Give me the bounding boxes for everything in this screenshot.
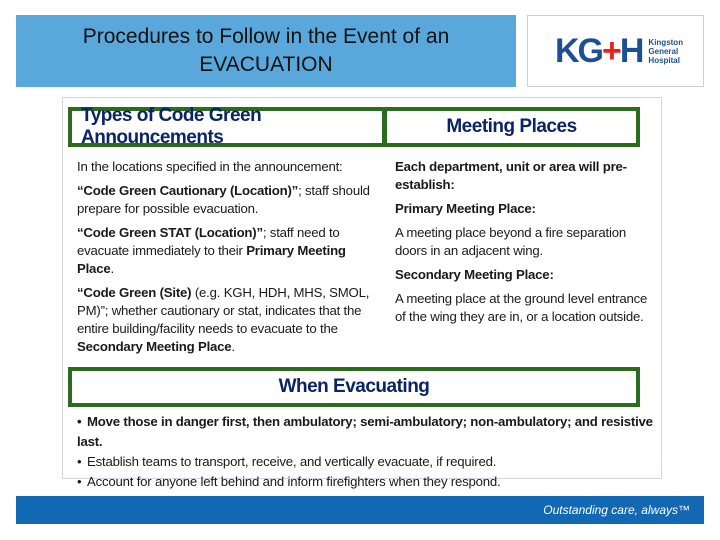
cautionary-code: “Code Green Cautionary (Location)” bbox=[77, 183, 299, 198]
step-text: Establish teams to transport, receive, and vertically evacuate, if required. bbox=[87, 454, 497, 469]
list-item bbox=[77, 452, 667, 472]
types-header: Types of Code Green Announcements bbox=[68, 107, 386, 147]
procedure-content bbox=[62, 97, 662, 489]
list-item bbox=[77, 472, 667, 492]
announcement-cautionary bbox=[77, 182, 377, 218]
announcement-stat bbox=[77, 224, 377, 278]
title-banner bbox=[16, 15, 516, 87]
cautionary-desc: ; staff should prepare for possible evacuation. bbox=[77, 183, 370, 216]
step-text: Move those in danger first, then ambulatory; semi-ambulatory; non-ambulatory; and resistive last. bbox=[77, 414, 653, 449]
footer-bar bbox=[16, 496, 704, 524]
footer-tagline: Outstanding care, always™ bbox=[543, 503, 690, 517]
stat-end: . bbox=[110, 261, 114, 276]
primary-heading: Primary Meeting Place: bbox=[395, 201, 536, 216]
primary-text: A meeting place beyond a fire separation doors in an adjacent wing. bbox=[395, 225, 626, 258]
logo-mark bbox=[555, 34, 642, 68]
page-title: Procedures to Follow in the Event of an EVACUATION bbox=[82, 25, 450, 76]
announcement-types-column bbox=[77, 158, 377, 362]
logo-mark-end: H bbox=[619, 32, 643, 70]
evacuation-steps bbox=[77, 412, 667, 492]
announcement-site bbox=[77, 284, 377, 356]
secondary-heading: Secondary Meeting Place: bbox=[395, 267, 554, 282]
list-item bbox=[77, 412, 667, 452]
step-text: Account for anyone left behind and inform firefighters when they respond. bbox=[87, 474, 501, 489]
announcement-intro: In the locations specified in the announcement: bbox=[77, 159, 343, 174]
site-place: Secondary Meeting Place bbox=[77, 339, 232, 354]
site-desc: (e.g. KGH, HDH, MHS, SMOL, PM)”; whether cautionary or stat, indicates that the entire building/facility needs to evacuate to the bbox=[77, 285, 370, 336]
meeting-places-column bbox=[395, 158, 655, 332]
when-evacuating-header: When Evacuating bbox=[68, 367, 640, 407]
logo-name: Kingston General Hospital bbox=[648, 37, 684, 65]
meeting-places-header: Meeting Places bbox=[383, 107, 640, 147]
logo-mark-text: KG bbox=[555, 32, 602, 70]
stat-place: Primary Meeting Place bbox=[77, 243, 346, 276]
stat-desc: ; staff need to evacuate immediately to their bbox=[77, 225, 340, 258]
secondary-text: A meeting place at the ground level entrance of the wing they are in, or a location outside. bbox=[395, 291, 648, 324]
meeting-intro: Each department, unit or area will pre-establish: bbox=[395, 159, 627, 192]
stat-code: “Code Green STAT (Location)” bbox=[77, 225, 263, 240]
logo-plus-icon: + bbox=[602, 32, 620, 70]
site-code: “Code Green (Site) bbox=[77, 285, 192, 300]
hospital-logo bbox=[527, 15, 704, 87]
site-end: . bbox=[231, 339, 235, 354]
